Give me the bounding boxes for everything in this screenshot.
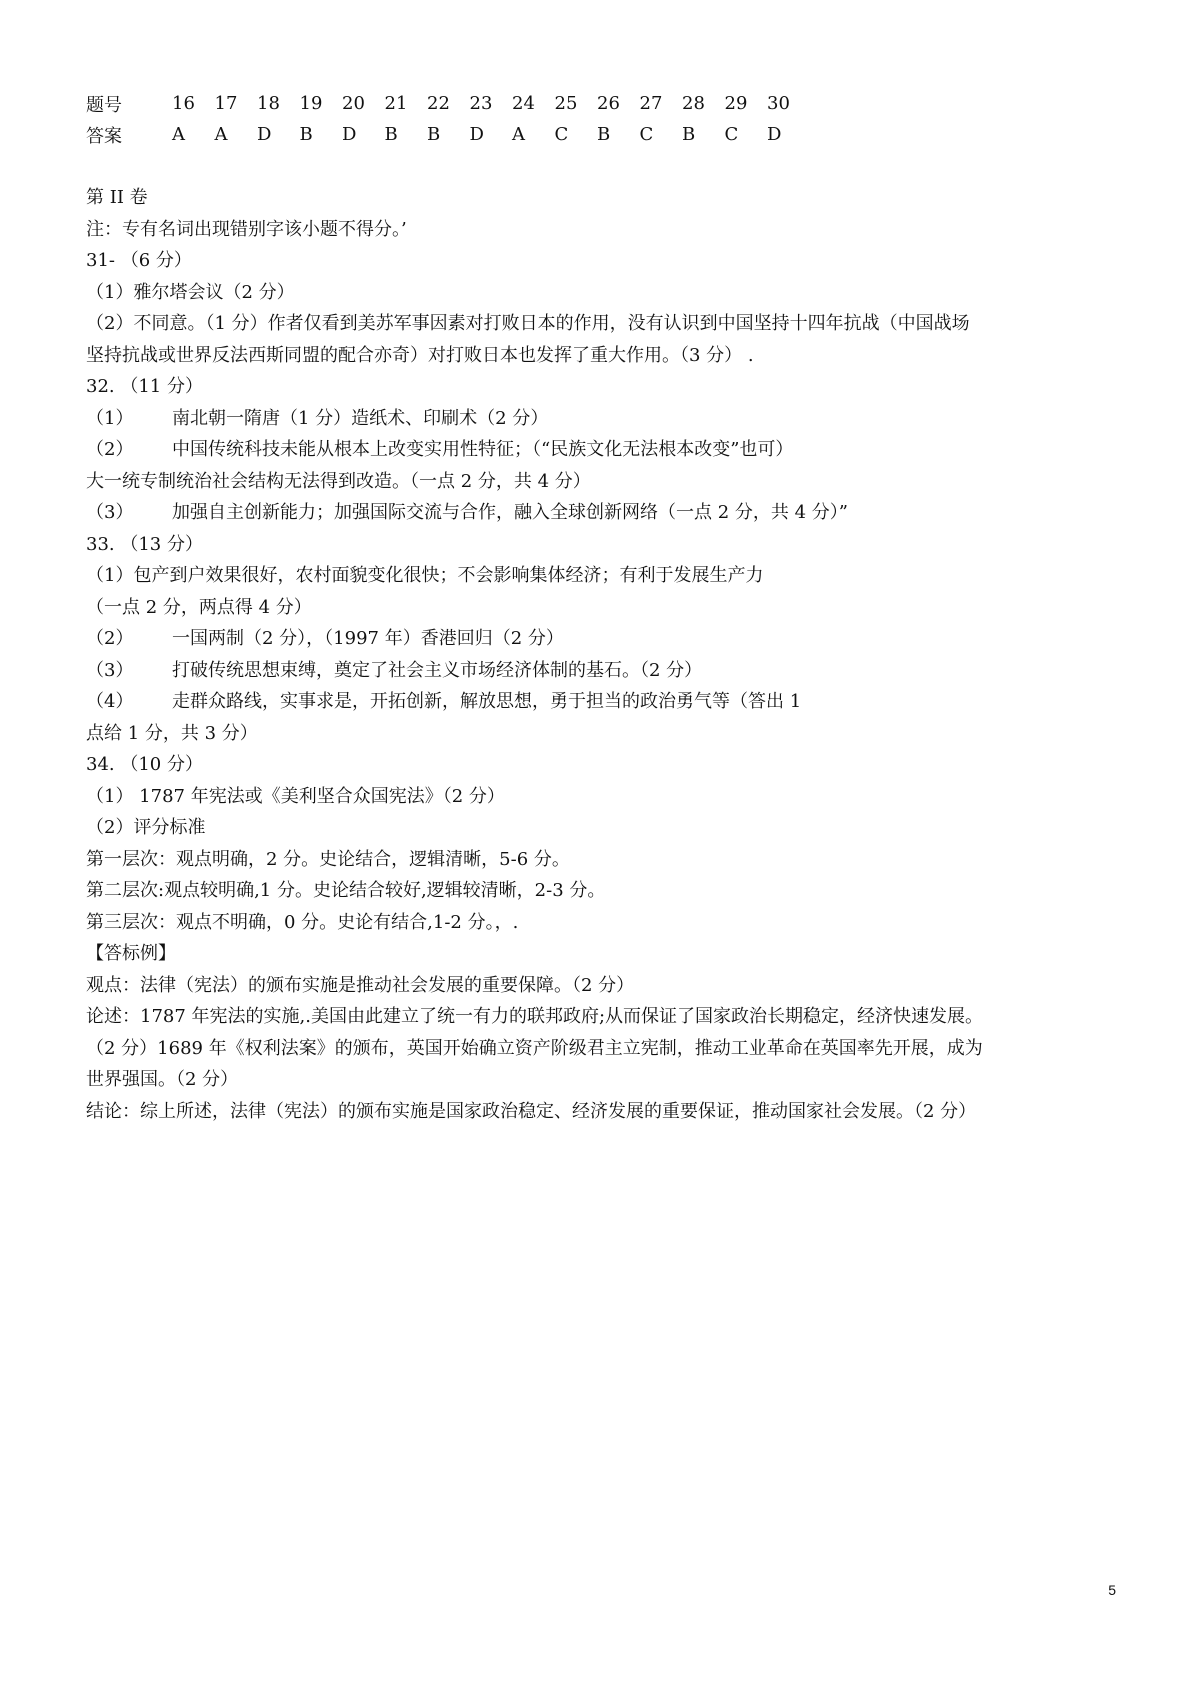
q32-part2 — [86, 434, 1126, 466]
question-number: 23 — [469, 93, 493, 114]
q32-heading: 32. （11 分） — [86, 376, 203, 397]
answer-letter: B — [384, 124, 398, 145]
question-number: 20 — [342, 93, 365, 114]
answer-letter: A — [512, 124, 525, 145]
answer-letter: C — [639, 124, 654, 145]
q32-part3-label: （3） — [86, 502, 134, 523]
q33-part3-label: （3） — [86, 659, 134, 681]
q34-conclusion: 结论：综上所述，法律（宪法）的颁布实施是国家政治稳定、经济发展的重要保证，推动国家社会发展。（2 分） — [86, 1100, 977, 1122]
answer-letter: B — [597, 124, 611, 145]
q33-part3-text: 打破传统思想束缚，奠定了社会主义市场经济体制的基石。（2 分） — [172, 659, 703, 681]
question-number: 22 — [427, 93, 450, 114]
q34-level1: 第一层次：观点明确，2 分。史论结合，逻辑清晰，5-6 分。 — [86, 848, 570, 870]
q33-part4-cont: 点给 1 分，共 3 分） — [86, 722, 258, 744]
section-title: 第 II 卷 — [86, 187, 148, 208]
q32-part3-text: 加强自主创新能力；加强国际交流与合作，融入全球创新网络（一点 2 分，共 4 分）” — [172, 502, 848, 523]
q32-part1-text: 南北朝一隋唐（1 分）造纸术、印刷术（2 分） — [172, 407, 549, 429]
q33-part4-text: 走群众路线，实事求是，开拓创新，解放思想，勇于担当的政治勇气等（答出 1 — [172, 691, 802, 712]
q33-part2-label: （2） — [86, 628, 134, 649]
q33-part2-text: 一国两制（2 分），（1997 年）香港回归（2 分） — [172, 628, 564, 649]
q34-argument-line3: 世界强国。（2 分） — [86, 1069, 239, 1090]
q34-heading: 34. （10 分） — [86, 754, 203, 775]
q32-part2-cont: 大一统专制统治社会结构无法得到改造。（一点 2 分，共 4 分） — [86, 470, 591, 492]
question-number: 30 — [767, 93, 790, 114]
question-number: 24 — [512, 93, 535, 114]
q32-part1 — [86, 403, 1126, 435]
answer-letter: D — [469, 124, 484, 145]
question-number: 17 — [214, 93, 238, 114]
question-number-label: 题号 — [86, 94, 122, 116]
question-number: 27 — [639, 93, 663, 114]
answer-row — [86, 119, 810, 150]
answer-body — [86, 182, 1126, 1127]
page-number: 5 — [1108, 1582, 1116, 1598]
answer-letter: D — [767, 124, 782, 145]
q34-argument-line2: （2 分）1689 年《权利法案》的颁布，英国开始确立资产阶级君主立宪制，推动工业革命在英国率先开展，成为 — [86, 1037, 983, 1059]
answer-letter: B — [299, 124, 313, 145]
question-number: 21 — [384, 93, 408, 114]
question-number: 16 — [172, 93, 195, 114]
answer-label: 答案 — [86, 125, 122, 147]
q32-part2-text: 中国传统科技未能从根本上改变实用性特征；（“民族文化无法根本改变”也可） — [172, 439, 794, 460]
answer-letter: D — [257, 124, 272, 145]
q32-part2-label: （2） — [86, 439, 134, 460]
q34-level3: 第三层次：观点不明确，0 分。史论有结合,1-2 分。，. — [86, 911, 519, 933]
question-number: 18 — [257, 93, 280, 114]
answer-table — [86, 88, 810, 150]
answer-letter: C — [724, 124, 739, 145]
question-number: 19 — [299, 93, 323, 114]
q33-part3 — [86, 655, 1126, 687]
question-number-row — [86, 88, 810, 119]
question-number: 26 — [597, 93, 620, 114]
q33-part4 — [86, 686, 1126, 718]
q31-part2-line2: 坚持抗战或世界反法西斯同盟的配合亦奇）对打败日本也发挥了重大作用。（3 分） . — [86, 344, 754, 366]
answer-letter: A — [214, 124, 228, 145]
q31-heading: 31- （6 分） — [86, 250, 192, 271]
answer-letter: A — [172, 124, 185, 145]
question-number: 25 — [554, 93, 578, 114]
q33-heading: 33. （13 分） — [86, 533, 203, 555]
answer-letter: B — [682, 124, 696, 145]
q34-level2: 第二层次:观点较明确,1 分。史论结合较好,逻辑较清晰，2-3 分。 — [86, 880, 606, 901]
q34-viewpoint: 观点：法律（宪法）的颁布实施是推动社会发展的重要保障。（2 分） — [86, 974, 635, 996]
section-note: 注：专有名词出现错别字该小题不得分。’ — [86, 218, 407, 240]
q34-example-heading: 【答标例】 — [86, 943, 176, 964]
answer-letter: D — [342, 124, 357, 145]
q34-part2: （2）评分标准 — [86, 817, 206, 838]
q33-part1: （1）包产到户效果很好，农村面貌变化很快；不会影响集体经济；有利于发展生产力 — [86, 565, 764, 586]
q33-part1-cont: （一点 2 分，两点得 4 分） — [86, 596, 312, 618]
question-number: 29 — [724, 93, 748, 114]
q34-argument-line1: 论述：1787 年宪法的实施,.美国由此建立了统一有力的联邦政府;从而保证了国家政治长期稳定，经济快速发展。 — [86, 1006, 984, 1027]
q34-part1: （1） 1787 年宪法或《美利坚合众国宪法》（2 分） — [86, 785, 505, 807]
q31-part2-line1: （2）不同意。（1 分）作者仅看到美苏军事因素对打败日本的作用，没有认识到中国坚持十四年抗战（中国战场 — [86, 313, 970, 334]
q32-part1-label: （1） — [86, 407, 134, 429]
q32-part3 — [86, 497, 1126, 529]
q33-part2 — [86, 623, 1126, 655]
answer-letter: B — [427, 124, 441, 145]
answer-letter: C — [554, 124, 569, 145]
q33-part4-label: （4） — [86, 691, 134, 712]
q31-part1: （1）雅尔塔会议（2 分） — [86, 281, 295, 303]
question-number: 28 — [682, 93, 705, 114]
